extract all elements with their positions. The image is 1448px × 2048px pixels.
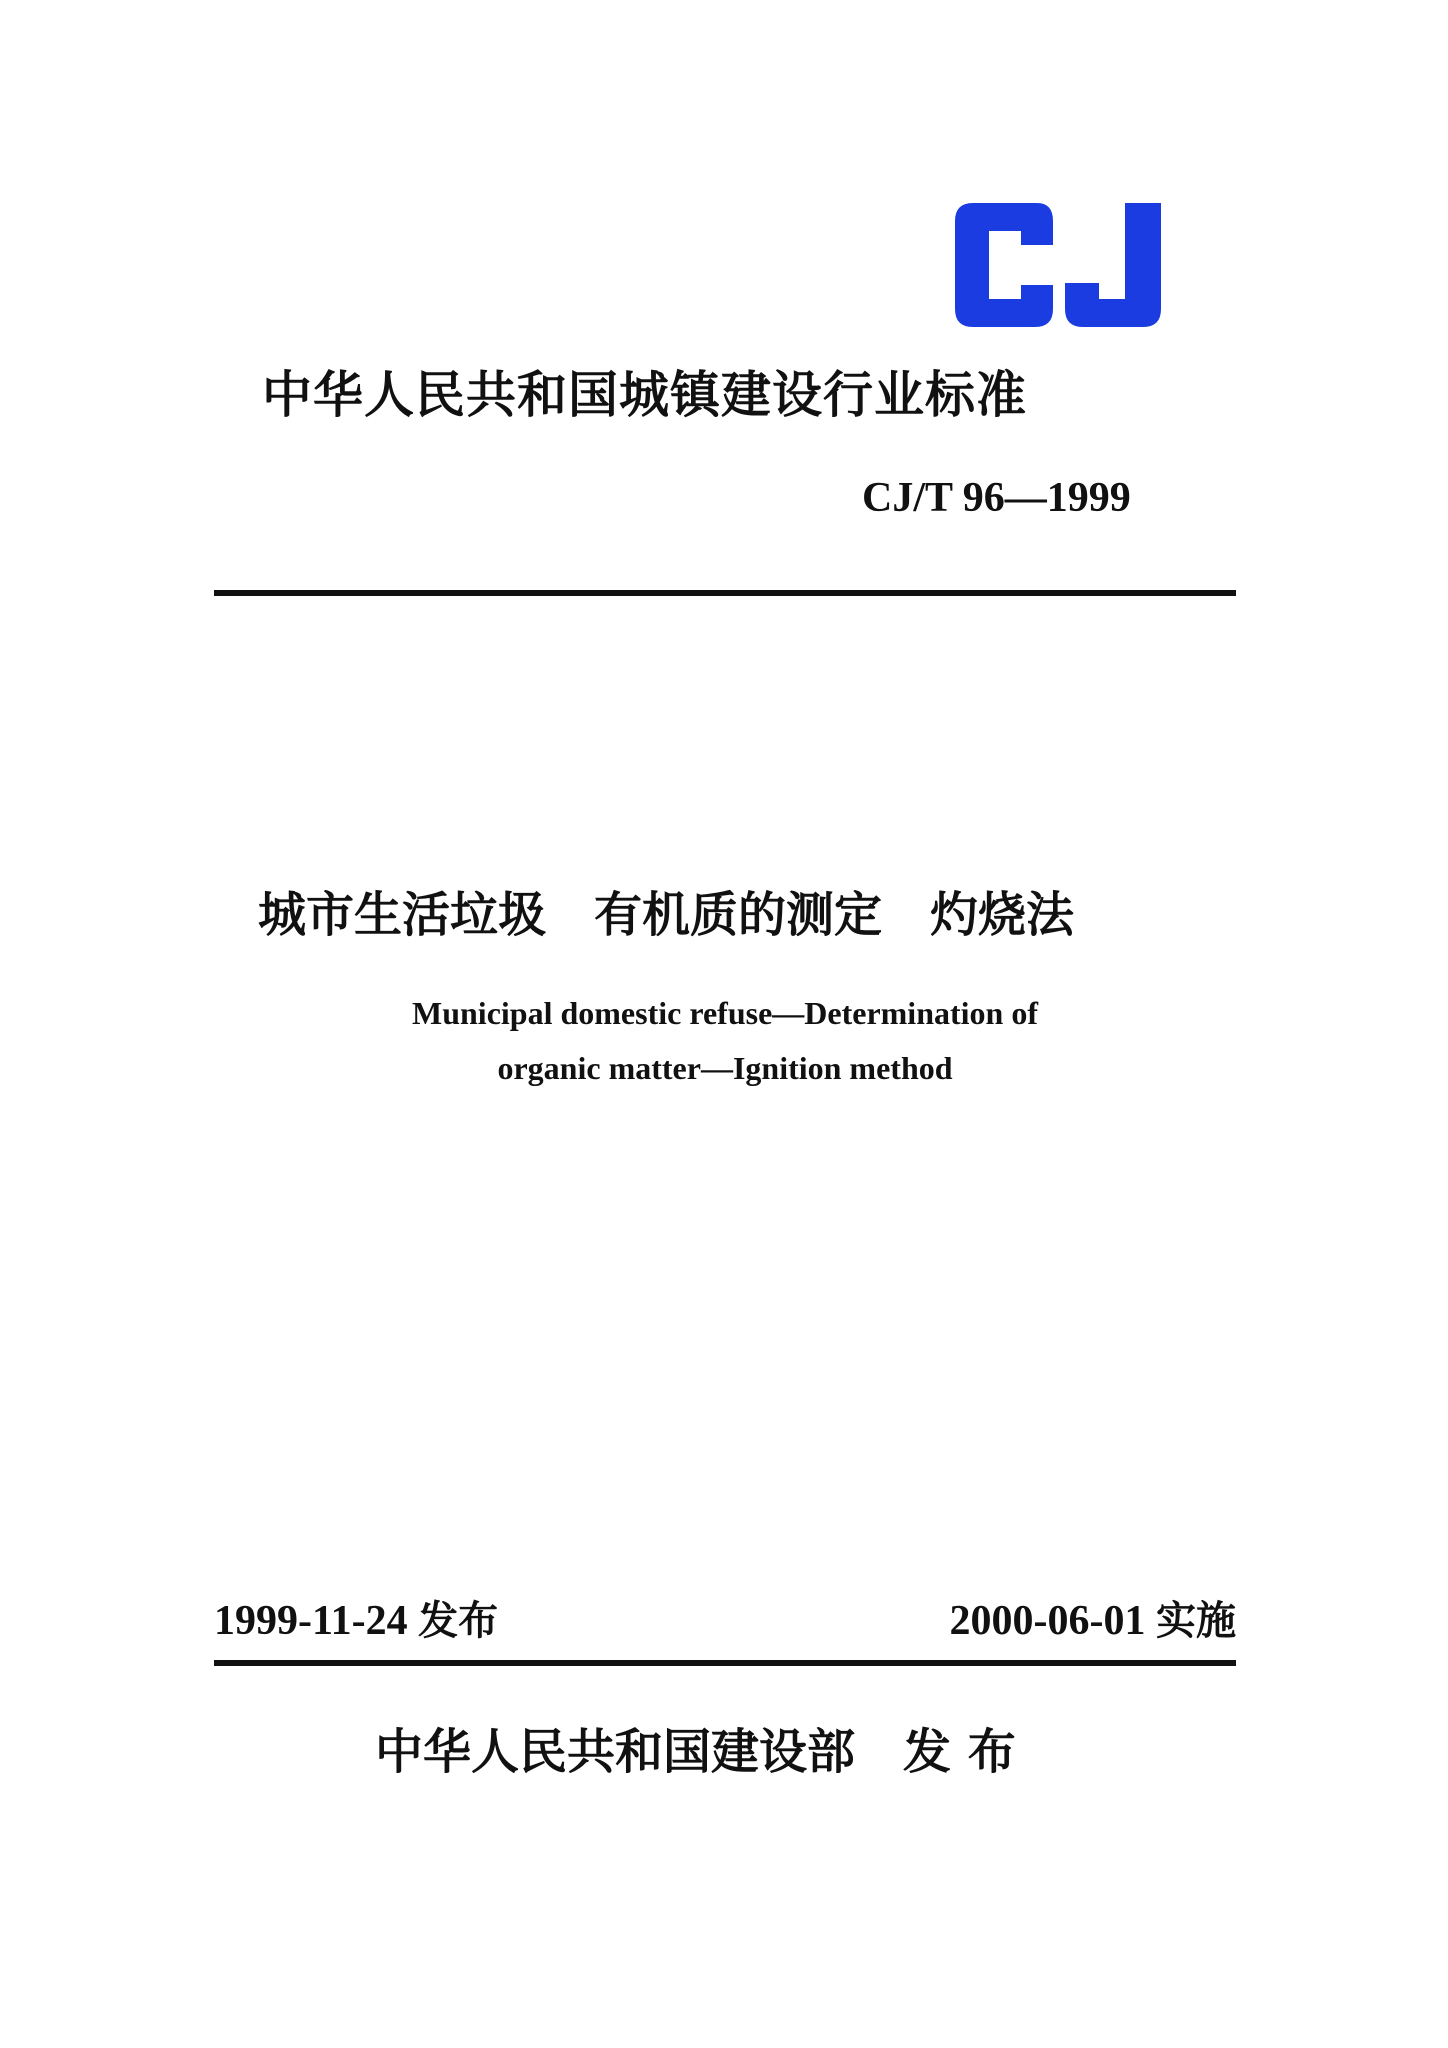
- implement-date-value: 2000-06-01: [949, 1598, 1146, 1644]
- top-divider: [214, 590, 1236, 596]
- title-chinese: 城市生活垃圾 有机质的测定 灼烧法: [258, 887, 1075, 943]
- bottom-divider: [214, 1660, 1236, 1666]
- issue-date: [214, 1592, 498, 1650]
- standard-code: CJ/T 96—1999: [862, 475, 1131, 521]
- title-english-line-2: organic matter—Ignition method: [497, 1050, 953, 1086]
- cj-logo: [955, 203, 1161, 327]
- title-english: [214, 986, 1236, 1096]
- cj-logo-text: [955, 327, 956, 328]
- implement-date-label: 实施: [1156, 1598, 1236, 1644]
- cj-logo-mark: [955, 203, 1161, 327]
- title-english-line-1: Municipal domestic refuse—Determination of: [412, 995, 1038, 1031]
- issue-date-label: 发布: [418, 1598, 499, 1644]
- standard-category: 中华人民共和国城镇建设行业标准: [262, 366, 1027, 424]
- implement-date: [950, 1592, 1236, 1650]
- publisher: 中华人民共和国建设部 发 布: [375, 1724, 1016, 1780]
- issue-date-value: 1999-11-24: [214, 1598, 408, 1644]
